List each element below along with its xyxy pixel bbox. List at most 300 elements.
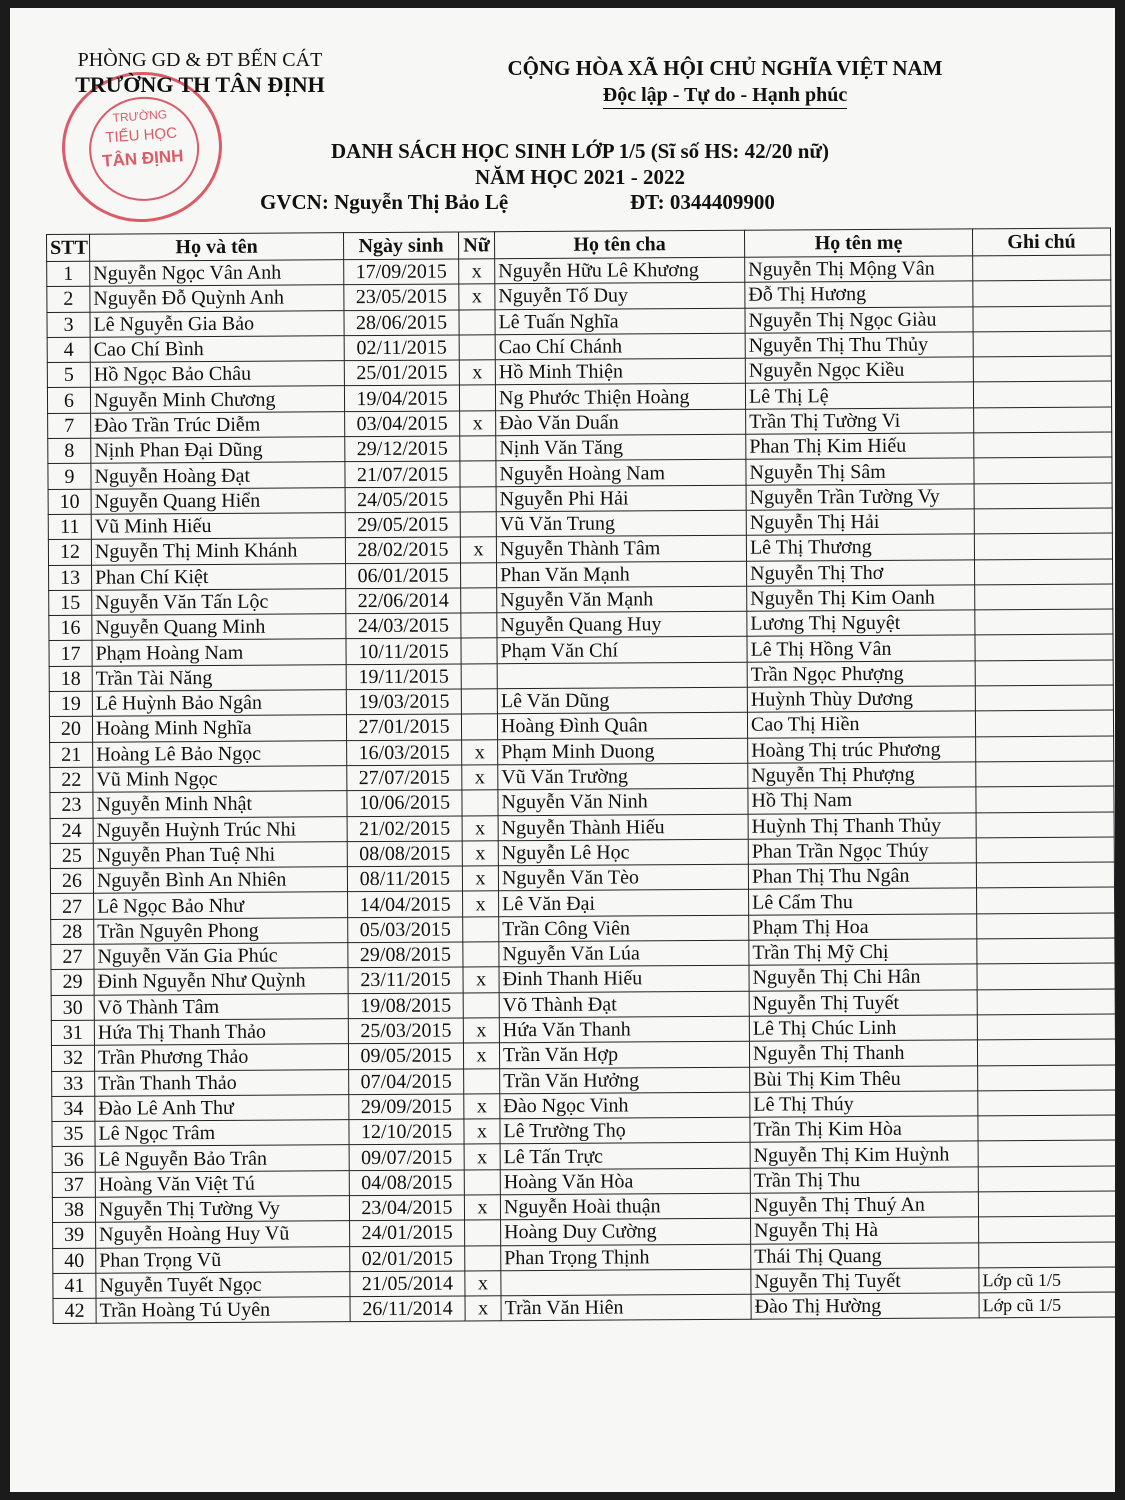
header-female: Nữ	[458, 232, 494, 259]
note	[974, 457, 1112, 483]
note	[978, 1166, 1116, 1192]
row-stt: 29	[51, 970, 94, 996]
document-page	[10, 8, 1115, 1492]
father-name: Trần Văn Hợp	[499, 1041, 749, 1068]
note	[974, 407, 1112, 433]
student-name: Nguyễn Đỗ Quỳnh Anh	[90, 285, 344, 312]
student-name: Nguyễn Văn Tấn Lộc	[92, 589, 346, 616]
birth-date: 09/07/2015	[349, 1144, 464, 1170]
note	[974, 533, 1112, 559]
document-title-block	[230, 138, 930, 218]
father-name: Đào Ngọc Vinh	[500, 1092, 750, 1119]
note	[977, 938, 1115, 964]
student-name: Trần Tài Năng	[92, 664, 346, 691]
mother-name: Trần Thị Thu	[750, 1167, 978, 1194]
note	[973, 280, 1111, 306]
student-name: Trần Thanh Thảo	[95, 1069, 349, 1096]
female-mark: x	[465, 1296, 501, 1322]
birth-date: 26/11/2014	[350, 1296, 465, 1322]
father-name: Trần Văn Hưởng	[500, 1067, 750, 1094]
birth-date: 28/02/2015	[345, 537, 460, 563]
row-stt: 41	[53, 1273, 96, 1299]
female-mark: x	[463, 891, 499, 917]
female-mark	[462, 790, 498, 816]
note	[978, 1064, 1116, 1090]
birth-date: 29/05/2015	[345, 512, 460, 538]
student-name: Nguyễn Hoàng Huy Vũ	[96, 1221, 350, 1248]
birth-date: 27/01/2015	[346, 714, 461, 740]
note	[976, 761, 1114, 787]
birth-date: 24/05/2015	[345, 487, 460, 513]
student-name: Nguyễn Bình An Nhiên	[93, 867, 347, 894]
father-name: Lê Văn Đại	[499, 890, 749, 917]
student-name: Nguyễn Tuyết Ngọc	[96, 1272, 350, 1299]
birth-date: 16/03/2015	[347, 740, 462, 766]
student-name: Phạm Hoàng Nam	[92, 639, 346, 666]
student-name: Nguyễn Văn Gia Phúc	[94, 943, 348, 970]
note	[975, 660, 1113, 686]
note	[978, 1191, 1116, 1217]
mother-name: Trần Thị Mỹ Chị	[749, 939, 977, 966]
seal-line-1: TRƯỜNG	[112, 107, 168, 125]
student-name: Nguyễn Ngọc Vân Anh	[90, 260, 344, 287]
birth-date: 23/11/2015	[348, 967, 463, 993]
row-stt: 26	[50, 868, 93, 894]
female-mark	[463, 942, 499, 968]
female-mark: x	[463, 1018, 499, 1044]
republic-title: CỘNG HÒA XÃ HỘI CHỦ NGHĨA VIỆT NAM	[507, 56, 943, 80]
birth-date: 04/08/2015	[349, 1170, 464, 1196]
father-name: Phan Văn Mạnh	[497, 561, 747, 588]
student-name: Phan Chí Kiệt	[92, 563, 346, 590]
row-stt: 6	[47, 388, 90, 414]
mother-name: Phạm Thị Hoa	[749, 914, 977, 941]
father-name: Hoàng Văn Hòa	[500, 1168, 750, 1195]
row-stt: 9	[48, 464, 91, 490]
row-stt: 33	[52, 1071, 95, 1097]
student-name: Nguyễn Quang Minh	[92, 614, 346, 641]
mother-name: Cao Thị Hiền	[747, 711, 975, 738]
mother-name: Nguyễn Thị Tuyết	[749, 989, 977, 1016]
female-mark: x	[464, 1119, 500, 1145]
student-name: Trần Nguyên Phong	[94, 917, 348, 944]
female-mark: x	[462, 739, 498, 765]
birth-date: 08/11/2015	[347, 866, 462, 892]
note	[978, 1090, 1116, 1116]
birth-date: 12/10/2015	[349, 1119, 464, 1145]
national-header	[465, 54, 985, 109]
female-mark: x	[459, 360, 495, 386]
row-stt: 2	[47, 287, 90, 313]
note: Lớp cũ 1/5	[979, 1292, 1117, 1318]
row-stt: 17	[49, 641, 92, 667]
mother-name: Nguyễn Thị Phượng	[748, 762, 976, 789]
birth-date: 08/08/2015	[347, 841, 462, 867]
row-stt: 19	[49, 691, 92, 717]
note	[977, 913, 1115, 939]
row-stt: 16	[49, 615, 92, 641]
birth-date: 25/01/2015	[344, 360, 459, 386]
female-mark: x	[464, 1195, 500, 1221]
father-name: Võ Thành Đạt	[499, 991, 749, 1018]
note	[978, 1140, 1116, 1166]
student-name: Lê Ngọc Bảo Như	[94, 892, 348, 919]
note	[976, 736, 1114, 762]
female-mark	[461, 689, 497, 715]
birth-date: 10/06/2015	[347, 790, 462, 816]
female-mark: x	[463, 1043, 499, 1069]
row-stt: 37	[52, 1172, 95, 1198]
mother-name: Đào Thị Hường	[751, 1293, 979, 1320]
father-name: Nịnh Văn Tăng	[496, 434, 746, 461]
note	[973, 306, 1111, 332]
mother-name: Phan Thị Kim Hiếu	[746, 433, 974, 460]
father-name: Lê Tấn Trực	[500, 1143, 750, 1170]
father-name: Nguyễn Phi Hải	[496, 485, 746, 512]
note	[974, 432, 1112, 458]
row-stt: 12	[48, 539, 91, 565]
row-stt: 15	[49, 590, 92, 616]
birth-date: 07/04/2015	[349, 1068, 464, 1094]
father-name: Trần Văn Hiên	[501, 1294, 751, 1321]
row-stt: 1	[47, 261, 90, 287]
mother-name: Nguyễn Trần Tường Vy	[746, 484, 974, 511]
father-name: Nguyễn Văn Mạnh	[497, 586, 747, 613]
note	[976, 837, 1114, 863]
mother-name: Trần Ngọc Phượng	[747, 661, 975, 688]
note	[973, 331, 1111, 357]
note	[979, 1216, 1117, 1242]
row-stt: 18	[49, 666, 92, 692]
female-mark	[460, 486, 496, 512]
mother-name: Nguyễn Thị Mộng Vân	[745, 256, 973, 283]
female-mark: x	[459, 284, 495, 310]
student-name: Nguyễn Minh Nhật	[93, 791, 347, 818]
note	[978, 1115, 1116, 1141]
row-stt: 20	[49, 717, 92, 743]
female-mark	[460, 512, 496, 538]
row-stt: 21	[50, 742, 93, 768]
row-stt: 34	[52, 1096, 95, 1122]
female-mark	[459, 385, 495, 411]
student-name: Hồ Ngọc Bảo Châu	[90, 361, 344, 388]
mother-name: Nguyễn Thị Thu Thủy	[745, 332, 973, 359]
father-name: Hứa Văn Thanh	[499, 1016, 749, 1043]
document-title: DANH SÁCH HỌC SINH LỚP 1/5 (Sĩ số HS: 42/20 nữ)	[330, 139, 829, 163]
father-name: Nguyễn Lê Học	[498, 839, 748, 866]
father-name: Nguyễn Thành Hiếu	[498, 814, 748, 841]
mother-name: Nguyễn Thị Kim Oanh	[747, 585, 975, 612]
birth-date: 22/06/2014	[346, 588, 461, 614]
row-stt: 11	[48, 514, 91, 540]
header-stt: STT	[47, 234, 90, 261]
mother-name: Phan Thị Thu Ngân	[748, 863, 976, 890]
father-name	[497, 662, 747, 689]
seal-line-3: TÂN ĐỊNH	[101, 146, 184, 171]
mother-name: Nguyễn Thị Thơ	[747, 559, 975, 586]
father-name: Phan Trọng Thịnh	[501, 1244, 751, 1271]
birth-date: 29/12/2015	[345, 436, 460, 462]
father-name: Đào Văn Duẩn	[496, 409, 746, 436]
student-name: Cao Chí Bình	[90, 336, 344, 363]
birth-date: 06/01/2015	[346, 563, 461, 589]
female-mark	[463, 992, 499, 1018]
note	[973, 381, 1111, 407]
mother-name: Nguyễn Thị Sâm	[746, 458, 974, 485]
birth-date: 24/01/2015	[350, 1220, 465, 1246]
female-mark	[460, 436, 496, 462]
father-name: Nguyễn Hữu Lê Khương	[495, 257, 745, 284]
student-name: Lê Nguyễn Gia Bảo	[90, 310, 344, 337]
father-name: Nguyễn Văn Lúa	[499, 940, 749, 967]
female-mark	[461, 714, 497, 740]
row-stt: 13	[49, 565, 92, 591]
note	[977, 1014, 1115, 1040]
teacher-phone: ĐT: 0344409900	[630, 190, 775, 214]
mother-name: Nguyễn Thị Hà	[751, 1217, 979, 1244]
school-name: TRƯỜNG TH TÂN ĐỊNH	[75, 72, 325, 97]
female-mark	[465, 1220, 501, 1246]
mother-name: Lương Thị Nguyệt	[747, 610, 975, 637]
row-stt: 35	[52, 1121, 95, 1147]
note	[975, 609, 1113, 635]
female-mark	[459, 309, 495, 335]
note	[977, 963, 1115, 989]
row-stt: 3	[47, 312, 90, 338]
seal-line-2: TIỂU HỌC	[104, 124, 178, 147]
female-mark	[465, 1245, 501, 1271]
row-stt: 10	[48, 489, 91, 515]
female-mark: x	[462, 866, 498, 892]
female-mark	[464, 1068, 500, 1094]
father-name: Lê Trường Thọ	[500, 1117, 750, 1144]
mother-name: Nguyễn Thị Hải	[746, 509, 974, 536]
student-name: Trần Phương Thảo	[94, 1044, 348, 1071]
student-name: Đinh Nguyễn Như Quỳnh	[94, 968, 348, 995]
birth-date: 19/03/2015	[346, 689, 461, 715]
mother-name: Nguyễn Thị Ngọc Giàu	[745, 306, 973, 333]
student-name: Lê Ngọc Trâm	[95, 1120, 349, 1147]
row-stt: 28	[51, 919, 94, 945]
note	[979, 1242, 1117, 1268]
row-stt: 40	[53, 1248, 96, 1274]
note	[975, 685, 1113, 711]
student-name: Lê Huỳnh Bảo Ngân	[92, 690, 346, 717]
female-mark: x	[464, 1144, 500, 1170]
birth-date: 10/11/2015	[346, 638, 461, 664]
homeroom-teacher: GVCN: Nguyễn Thị Bảo Lệ	[260, 190, 509, 214]
note	[974, 508, 1112, 534]
birth-date: 29/08/2015	[348, 942, 463, 968]
row-stt: 27	[51, 894, 94, 920]
note	[976, 862, 1114, 888]
student-name: Phan Trọng Vũ	[96, 1246, 350, 1273]
birth-date: 23/05/2015	[344, 284, 459, 310]
birth-date: 21/07/2015	[345, 461, 460, 487]
mother-name: Nguyễn Thị Thuý An	[750, 1192, 978, 1219]
mother-name: Nguyễn Thị Thanh	[749, 1040, 977, 1067]
student-name: Nguyễn Hoàng Đạt	[91, 462, 345, 489]
note	[975, 559, 1113, 585]
row-stt: 5	[47, 362, 90, 388]
mother-name: Lê Thị Thúy	[750, 1091, 978, 1118]
father-name	[501, 1269, 751, 1296]
student-name: Đào Lê Anh Thư	[95, 1094, 349, 1121]
mother-name: Đỗ Thị Hương	[745, 281, 973, 308]
student-name: Lê Nguyễn Bảo Trân	[95, 1145, 349, 1172]
student-name: Nịnh Phan Đại Dũng	[91, 437, 345, 464]
birth-date: 14/04/2015	[348, 891, 463, 917]
father-name: Nguyễn Thành Tâm	[496, 535, 746, 562]
student-name: Nguyễn Thị Minh Khánh	[91, 538, 345, 565]
birth-date: 25/03/2015	[348, 1018, 463, 1044]
father-name: Nguyễn Tố Duy	[495, 283, 745, 310]
note: Lớp cũ 1/5	[979, 1267, 1117, 1293]
teacher-line	[230, 190, 930, 218]
note	[976, 786, 1114, 812]
father-name: Phạm Văn Chí	[497, 637, 747, 664]
row-stt: 36	[52, 1147, 95, 1173]
mother-name: Bùi Thị Kim Thêu	[750, 1065, 978, 1092]
father-name: Hoàng Duy Cường	[501, 1218, 751, 1245]
note	[975, 584, 1113, 610]
row-stt: 7	[48, 413, 91, 439]
father-name: Vũ Văn Trường	[498, 763, 748, 790]
mother-name: Nguyễn Thị Kim Huỳnh	[750, 1141, 978, 1168]
mother-name: Lê Thị Hồng Vân	[747, 635, 975, 662]
female-mark: x	[462, 765, 498, 791]
mother-name: Trần Thị Kim Hòa	[750, 1116, 978, 1143]
note	[974, 483, 1112, 509]
row-stt: 27	[51, 944, 94, 970]
mother-name: Huỳnh Thùy Dương	[747, 686, 975, 713]
note	[977, 887, 1115, 913]
note	[977, 1039, 1115, 1065]
row-stt: 31	[51, 1020, 94, 1046]
mother-name: Hồ Thị Nam	[748, 787, 976, 814]
note	[973, 356, 1111, 382]
mother-name: Nguyễn Ngọc Kiều	[745, 357, 973, 384]
female-mark	[461, 588, 497, 614]
header-mother-name: Họ tên mẹ	[744, 229, 972, 257]
female-mark: x	[465, 1271, 501, 1297]
birth-date: 02/11/2015	[344, 335, 459, 361]
birth-date: 19/11/2015	[346, 664, 461, 690]
mother-name: Phan Trần Ngọc Thúy	[748, 838, 976, 865]
mother-name: Lê Thị Lệ	[745, 382, 973, 409]
row-stt: 22	[50, 767, 93, 793]
student-name: Hứa Thị Thanh Thảo	[94, 1019, 348, 1046]
row-stt: 32	[51, 1045, 94, 1071]
header-full-name: Họ và tên	[90, 233, 344, 262]
female-mark	[461, 638, 497, 664]
female-mark: x	[463, 967, 499, 993]
row-stt: 4	[47, 337, 90, 363]
note	[976, 812, 1114, 838]
row-stt: 8	[48, 438, 91, 464]
issuer-block	[50, 48, 350, 98]
student-name: Nguyễn Thị Tường Vy	[95, 1196, 349, 1223]
mother-name: Lê Cẩm Thu	[749, 888, 977, 915]
female-mark: x	[460, 411, 496, 437]
row-stt: 38	[52, 1197, 95, 1223]
row-stt: 39	[53, 1222, 96, 1248]
father-name: Phạm Minh Duong	[498, 738, 748, 765]
birth-date: 02/01/2015	[350, 1246, 465, 1272]
father-name: Trần Công Viên	[499, 915, 749, 942]
note	[975, 710, 1113, 736]
header-note: Ghi chú	[972, 228, 1110, 256]
mother-name: Nguyễn Thị Tuyết	[751, 1268, 979, 1295]
student-name: Đào Trần Trúc Diễm	[91, 411, 345, 438]
row-stt: 42	[53, 1298, 96, 1324]
student-name: Trần Hoàng Tú Uyên	[96, 1297, 350, 1324]
student-name: Vũ Minh Hiếu	[91, 513, 345, 540]
father-name: Hoàng Đình Quân	[497, 713, 747, 740]
birth-date: 03/04/2015	[345, 411, 460, 437]
mother-name: Trần Thị Tường Vi	[746, 408, 974, 435]
birth-date: 21/02/2015	[347, 816, 462, 842]
birth-date: 23/04/2015	[349, 1195, 464, 1221]
student-name: Nguyễn Huỳnh Trúc Nhi	[93, 816, 347, 843]
student-name: Nguyễn Phan Tuệ Nhi	[93, 841, 347, 868]
student-name: Nguyễn Quang Hiển	[91, 487, 345, 514]
female-mark: x	[459, 259, 495, 285]
birth-date: 19/08/2015	[348, 993, 463, 1019]
national-motto: Độc lập - Tự do - Hạnh phúc	[603, 82, 847, 109]
female-mark	[461, 613, 497, 639]
student-name: Nguyễn Minh Chương	[90, 386, 344, 413]
student-name: Hoàng Lê Bảo Ngọc	[93, 740, 347, 767]
female-mark	[461, 664, 497, 690]
father-name: Lê Tuấn Nghĩa	[495, 308, 745, 335]
student-list-table	[46, 227, 1118, 1324]
birth-date: 29/09/2015	[349, 1094, 464, 1120]
student-name: Vũ Minh Ngọc	[93, 766, 347, 793]
father-name: Lê Văn Dũng	[497, 687, 747, 714]
row-stt: 24	[50, 818, 93, 844]
father-name: Ng Phước Thiện Hoàng	[495, 384, 745, 411]
note	[975, 634, 1113, 660]
mother-name: Huỳnh Thị Thanh Thủy	[748, 812, 976, 839]
female-mark: x	[462, 841, 498, 867]
mother-name: Lê Thị Chúc Linh	[749, 1015, 977, 1042]
row-stt: 23	[50, 792, 93, 818]
birth-date: 09/05/2015	[348, 1043, 463, 1069]
header-father-name: Họ tên cha	[494, 230, 744, 259]
father-name: Hồ Minh Thiện	[495, 358, 745, 385]
female-mark	[464, 1169, 500, 1195]
birth-date: 05/03/2015	[348, 917, 463, 943]
row-stt: 25	[50, 843, 93, 869]
father-name: Vũ Văn Trung	[496, 510, 746, 537]
female-mark: x	[464, 1094, 500, 1120]
note	[973, 255, 1111, 281]
father-name: Cao Chí Chánh	[495, 333, 745, 360]
father-name: Nguyễn Quang Huy	[497, 611, 747, 638]
birth-date: 24/03/2015	[346, 613, 461, 639]
note	[977, 989, 1115, 1015]
header-birth-date: Ngày sinh	[343, 232, 458, 260]
father-name: Đinh Thanh Hiếu	[499, 966, 749, 993]
birth-date: 28/06/2015	[344, 310, 459, 336]
birth-date: 19/04/2015	[344, 385, 459, 411]
father-name: Nguyễn Văn Ninh	[498, 788, 748, 815]
school-year: NĂM HỌC 2021 - 2022	[475, 165, 685, 189]
female-mark	[460, 461, 496, 487]
student-name: Hoàng Minh Nghĩa	[92, 715, 346, 742]
department-name: PHÒNG GD & ĐT BẾN CÁT	[77, 49, 323, 71]
